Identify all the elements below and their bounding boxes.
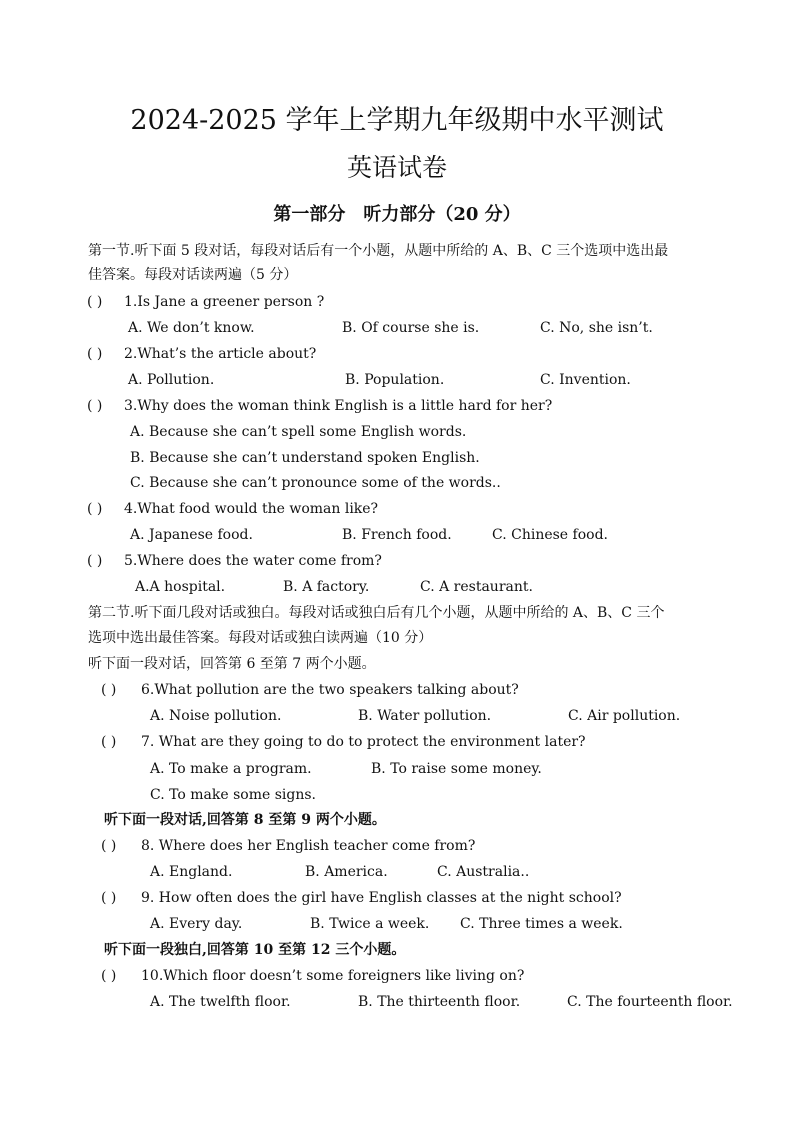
q1-option-a: A. We don’t know. (128, 320, 255, 336)
part1-heading: 第一部分 听力部分（20 分） (273, 204, 521, 225)
question-7: 7. What are they going to do to protect the environment later? (141, 734, 586, 750)
question-5: 5.Where does the water come from? (124, 553, 382, 569)
q7-option-a: A. To make a program. (150, 761, 312, 777)
section2-instruction-line1: 第二节.听下面几段对话或独白。每段对话或独白后有几个小题，从题中所给的 A、B、C 三个 (88, 605, 665, 621)
q10-option-c: C. The fourteenth floor. (567, 994, 733, 1010)
q8-option-c: C. Australia.. (437, 864, 530, 880)
answer-paren-q5: ( ) (87, 553, 103, 569)
answer-paren-q2: ( ) (87, 346, 103, 362)
question-6: 6.What pollution are the two speakers talking about? (141, 682, 519, 698)
answer-paren-q4: ( ) (87, 501, 103, 517)
subsection-instruction-10-12: 听下面一段独白,回答第 10 至第 12 三个小题。 (104, 942, 406, 958)
answer-paren-q6: ( ) (101, 682, 117, 698)
q6-option-a: A. Noise pollution. (150, 708, 282, 724)
q5-option-c: C. A restaurant. (420, 579, 533, 595)
q8-option-a: A. England. (150, 864, 233, 880)
exam-subtitle: 英语试卷 (346, 153, 447, 182)
q9-option-c: C. Three times a week. (460, 916, 623, 932)
section2-instruction-line2: 选项中选出最佳答案。每段对话或独白读两遍（10 分） (88, 630, 433, 646)
q9-option-a: A. Every day. (150, 916, 243, 932)
q4-option-c: C. Chinese food. (492, 527, 608, 543)
question-10: 10.Which floor doesn’t some foreigners like living on? (141, 968, 525, 984)
q2-option-b: B. Population. (345, 372, 445, 388)
question-1: 1.Is Jane a greener person ? (124, 294, 325, 310)
q9-option-b: B. Twice a week. (310, 916, 430, 932)
q10-option-b: B. The thirteenth floor. (358, 994, 521, 1010)
subsection-instruction-8-9: 听下面一段对话,回答第 8 至第 9 两个小题。 (104, 812, 386, 828)
q1-option-c: C. No, she isn’t. (540, 320, 653, 336)
q8-option-b: B. America. (305, 864, 388, 880)
q1-option-b: B. Of course she is. (342, 320, 480, 336)
q4-option-b: B. French food. (342, 527, 452, 543)
q3-option-a: A. Because she can’t spell some English words. (130, 424, 467, 440)
answer-paren-q9: ( ) (101, 890, 117, 906)
section1-instruction-line1: 第一节.听下面 5 段对话，每段对话后有一个小题，从题中所给的 A、B、C 三个选项中选出最 (88, 243, 669, 259)
question-8: 8. Where does her English teacher come from? (141, 838, 476, 854)
q2-option-a: A. Pollution. (128, 372, 215, 388)
question-3: 3.Why does the woman think English is a little hard for her? (124, 398, 553, 414)
answer-paren-q1: ( ) (87, 294, 103, 310)
question-4: 4.What food would the woman like? (124, 501, 379, 517)
q2-option-c: C. Invention. (540, 372, 631, 388)
q3-option-b: B. Because she can’t understand spoken English. (130, 450, 480, 466)
section1-instruction-line2: 佳答案。每段对话读两遍（5 分） (88, 267, 298, 283)
q6-option-b: B. Water pollution. (358, 708, 492, 724)
q6-option-c: C. Air pollution. (568, 708, 681, 724)
question-2: 2.What’s the article about? (124, 346, 317, 362)
q7-option-c: C. To make some signs. (150, 787, 316, 803)
q10-option-a: A. The twelfth floor. (150, 994, 291, 1010)
q4-option-a: A. Japanese food. (130, 527, 253, 543)
answer-paren-q7: ( ) (101, 734, 117, 750)
exam-title: 2024-2025 学年上学期九年级期中水平测试 (130, 105, 664, 136)
q5-option-b: B. A factory. (283, 579, 370, 595)
subsection-instruction-6-7: 听下面一段对话，回答第 6 至第 7 两个小题。 (88, 656, 376, 672)
question-9: 9. How often does the girl have English classes at the night school? (141, 890, 622, 906)
answer-paren-q10: ( ) (101, 968, 117, 984)
answer-paren-q8: ( ) (101, 838, 117, 854)
q7-option-b: B. To raise some money. (371, 761, 542, 777)
q3-option-c: C. Because she can’t pronounce some of the words.. (130, 475, 501, 491)
q5-option-a: A.A hospital. (135, 579, 226, 595)
answer-paren-q3: ( ) (87, 398, 103, 414)
